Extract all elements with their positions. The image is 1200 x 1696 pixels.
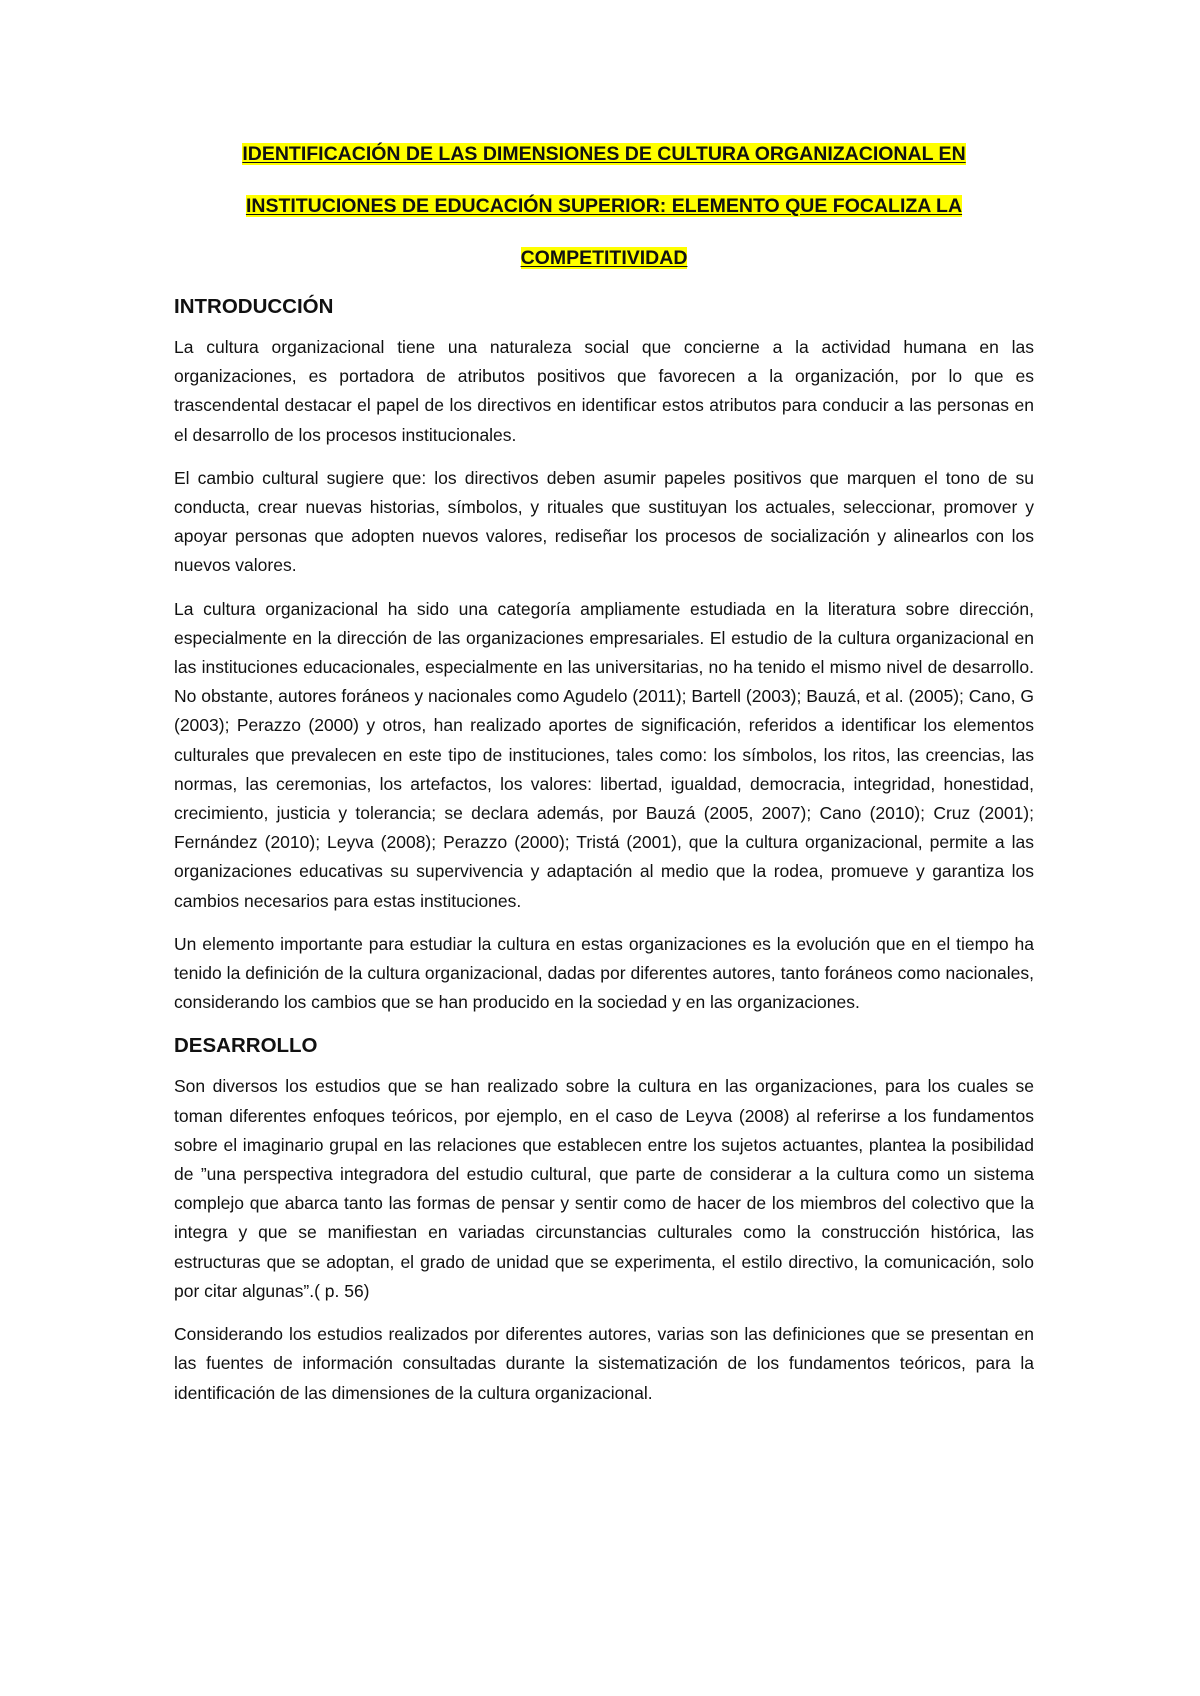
document-title xyxy=(174,128,1034,284)
section-heading: DESARROLLO xyxy=(174,1034,318,1058)
section-desarrollo xyxy=(174,1031,1034,1407)
paragraph: La cultura organizacional tiene una naturaleza social que concierne a la actividad humana en las organizaciones, es portadora de atributos positivos que favorecen a la organización, por lo que es trascendental destacar el papel de los directivos en identificar estos atributos para conducir a las personas en el desarrollo de los procesos institucionales. xyxy=(174,337,1034,445)
document-page xyxy=(174,128,1034,1422)
section-introduccion xyxy=(174,292,1034,1017)
title-line: IDENTIFICACIÓN DE LAS DIMENSIONES DE CULTURA ORGANIZACIONAL EN xyxy=(242,143,966,165)
paragraph: El cambio cultural sugiere que: los directivos deben asumir papeles positivos que marquen el tono de su conducta, crear nuevas historias, símbolos, y rituales que sustituyan los actuales, seleccionar, promover y apoyar personas que adopten nuevos valores, rediseñar los procesos de socialización y alinearlos con los nuevos valores. xyxy=(174,467,1034,576)
paragraph: La cultura organizacional ha sido una categoría ampliamente estudiada en la literatura sobre dirección, especialmente en la dirección de las organizaciones empresariales. El estudio de la cultura organizacional en las instituciones educacionales, especialmente en las universitarias, no ha tenido el mismo nivel de desarrollo. No obstante, autores foráneos y nacionales como Agudelo (2011); Bartell (2003); Bauzá, et al. (2005); Cano, G (2003); Perazzo (2000) y otros, han realizado aportes de significación, referidos a identificar los elementos culturales que prevalecen en este tipo de instituciones, tales como: los símbolos, los ritos, las creencias, las normas, las ceremonias, los artefactos, los valores: libertad, igualdad, democracia, integridad, honestidad, crecimiento, justicia y tolerancia; se declara además, por Bauzá (2005, 2007); Cano (2010); Cruz (2001); Fernández (2010); Leyva (2008); Perazzo (2000); Tristá (2001), que la cultura organizacional, permite a las organizaciones educativas su supervivencia y adaptación al medio que la rodea, promueve y garantiza los cambios necesarios para estas instituciones. xyxy=(174,598,1034,911)
paragraph: Considerando los estudios realizados por diferentes autores, varias son las definiciones que se presentan en las fuentes de información consultadas durante la sistematización de los fundamentos teóricos, para la identificación de las dimensiones de la cultura organizacional. xyxy=(174,1324,1034,1403)
title-line: COMPETITIVIDAD xyxy=(520,247,688,269)
section-heading: INTRODUCCIÓN xyxy=(174,295,334,318)
paragraph: Un elemento importante para estudiar la cultura en estas organizaciones es la evolución que en el tiempo ha tenido la definición de la cultura organizacional, dadas por diferentes autores, tanto foráneos como nacionales, considerando los cambios que se han producido en la sociedad y en las organizaciones. xyxy=(174,933,1034,1013)
title-line: INSTITUCIONES DE EDUCACIÓN SUPERIOR: ELEMENTO QUE FOCALIZA LA xyxy=(245,195,963,217)
paragraph: Son diversos los estudios que se han realizado sobre la cultura en las organizaciones, para los cuales se toman diferentes enfoques teóricos, por ejemplo, en el caso de Leyva (2008) al referirse a los fundamentos sobre el imaginario grupal en las relaciones que establecen entre los sujetos actuantes, plantea la posibilidad de ”una perspectiva integradora del estudio cultural, que parte de considerar a la cultura como un sistema complejo que abarca tanto las formas de pensar y sentir como de hacer de los miembros del colectivo que la integra y que se manifiestan en variadas circunstancias culturales como la construcción histórica, las estructuras que se adoptan, el grado de unidad que se experimenta, el estilo directivo, la comunicación, solo por citar algunas”.( p. 56) xyxy=(174,1076,1034,1301)
